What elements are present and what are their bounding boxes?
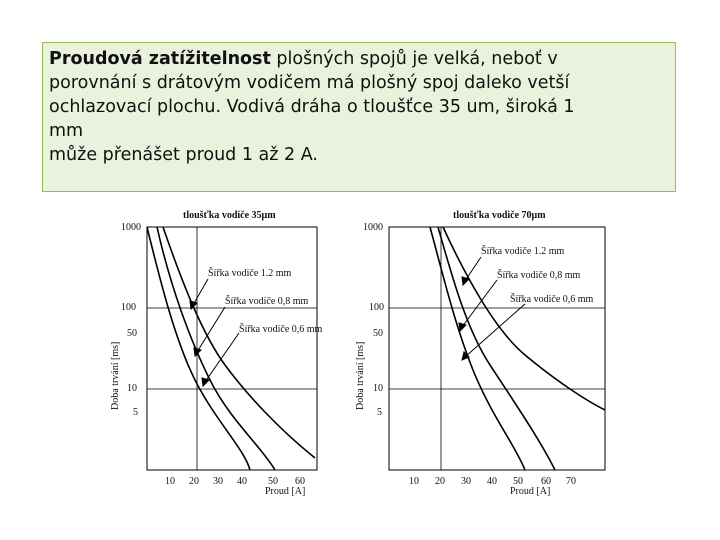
curves-left xyxy=(147,227,315,470)
ytick-left-1000: 1000 xyxy=(121,222,141,233)
curve-left-1-2mm xyxy=(147,227,250,470)
legend-right-0-6mm: Šířka vodiče 0,6 mm xyxy=(510,294,594,305)
xtick-right-10: 10 xyxy=(409,476,419,487)
xtick-right-70: 70 xyxy=(566,476,576,487)
charts-figure xyxy=(105,190,610,500)
paragraph-line-3: ochlazovací plochu. Vodivá dráha o tloušťce 35 um, široká 1 xyxy=(49,97,575,117)
paragraph-line-5: může přenášet proud 1 až 2 A. xyxy=(49,145,318,165)
ytick-left-50: 50 xyxy=(127,328,137,339)
ytick-right-1000: 1000 xyxy=(363,222,383,233)
xtick-left-30: 30 xyxy=(213,476,223,487)
legend-right-1-2mm: Šířka vodiče 1.2 mm xyxy=(481,246,565,257)
legend-right-0-8mm: Šířka vodiče 0,8 mm xyxy=(497,270,581,281)
ytick-left-10: 10 xyxy=(127,383,137,394)
xtick-right-50: 50 xyxy=(513,476,523,487)
xtick-right-30: 30 xyxy=(461,476,471,487)
legend-left-1-2mm: Šířka vodiče 1.2 mm xyxy=(208,268,292,279)
ylabel-left: Doba trvání [ms] xyxy=(110,341,121,410)
curves-right xyxy=(430,227,605,470)
legend-left-0-8mm: Šířka vodiče 0,8 mm xyxy=(225,296,309,307)
curve-right-0-8mm xyxy=(438,227,555,470)
ytick-left-100: 100 xyxy=(121,302,136,313)
charts-svg xyxy=(105,190,610,500)
text-box xyxy=(42,42,676,192)
paragraph-line-4: mm xyxy=(49,121,84,141)
ytick-right-50: 50 xyxy=(373,328,383,339)
curve-left-0-8mm xyxy=(157,227,275,470)
ytick-right-10: 10 xyxy=(373,383,383,394)
paragraph-line-2: porovnání s drátovým vodičem má plošný spoj daleko vetší xyxy=(49,73,570,93)
gridlines-left xyxy=(147,227,317,470)
xtick-right-20: 20 xyxy=(435,476,445,487)
plot-frame-left xyxy=(147,227,317,470)
plot-frame-right xyxy=(389,227,605,470)
curve-right-1-2mm xyxy=(430,227,525,470)
xtick-left-20: 20 xyxy=(189,476,199,487)
chart-70um xyxy=(355,210,605,497)
xlabel-right: Proud [A] xyxy=(510,486,551,497)
paragraph-line-1 xyxy=(49,47,669,71)
ylabel-right: Doba trvání [ms] xyxy=(355,341,366,410)
xlabel-left: Proud [A] xyxy=(265,486,306,497)
xtick-left-40: 40 xyxy=(237,476,247,487)
chart-title-right: tloušťka vodiče 70μm xyxy=(453,210,546,221)
ytick-right-100: 100 xyxy=(369,302,384,313)
xtick-left-10: 10 xyxy=(165,476,175,487)
legend-left-0-6mm: Šířka vodiče 0,6 mm xyxy=(239,324,323,335)
xtick-left-50: 50 xyxy=(268,476,278,487)
xtick-right-60: 60 xyxy=(541,476,551,487)
line1-rest: plošných spojů je velká, neboť v xyxy=(270,49,558,69)
xtick-right-40: 40 xyxy=(487,476,497,487)
chart-title-left: tloušťka vodiče 35μm xyxy=(183,210,276,221)
chart-35um xyxy=(110,210,323,497)
ytick-right-5: 5 xyxy=(377,407,382,418)
ytick-left-5: 5 xyxy=(133,407,138,418)
gridlines-right xyxy=(389,227,605,470)
bold-lead: Proudová zatížitelnost xyxy=(49,49,271,69)
xtick-left-60: 60 xyxy=(295,476,305,487)
